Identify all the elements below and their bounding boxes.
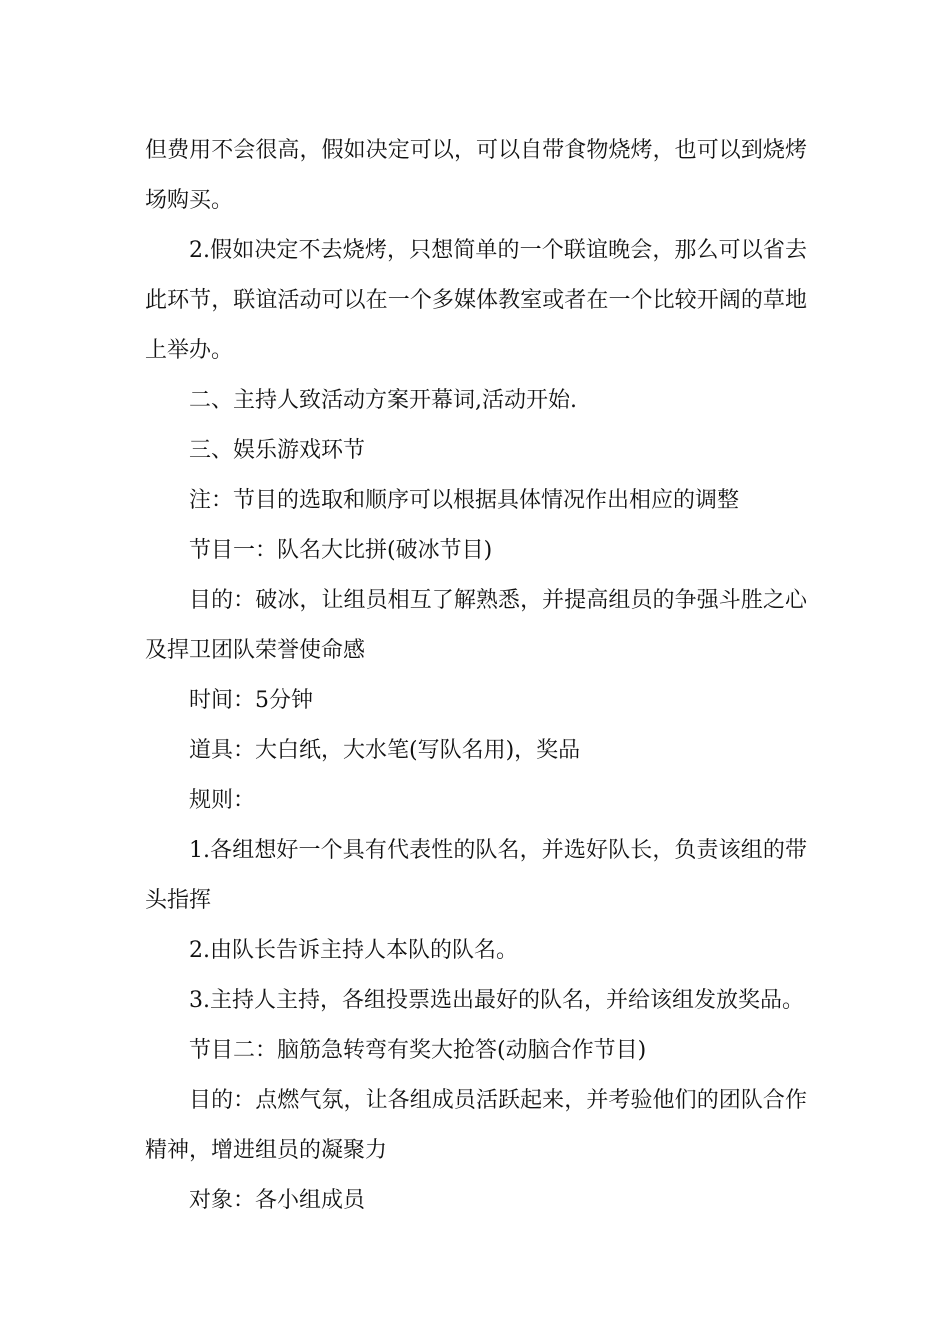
note-paragraph: 注：节目的选取和顺序可以根据具体情况作出相应的调整 (189, 488, 740, 513)
section-heading: 二、主持人致活动方案开幕词,活动开始. (189, 388, 577, 413)
paragraph: 目的：点燃气氛，让各组成员活跃起来，并考验他们的团队合作精神，增进组员的凝聚力 (145, 1088, 807, 1163)
rule-item: 2.由队长告诉主持人本队的队名。 (189, 938, 518, 963)
paragraph: 道具：大白纸，大水笔(写队名用)，奖品 (189, 738, 581, 763)
paragraph: 规则： (189, 788, 256, 813)
program-title: 节目一：队名大比拼(破冰节目) (189, 538, 493, 563)
paragraph: 2.假如决定不去烧烤，只想简单的一个联谊晚会，那么可以省去此环节，联谊活动可以在一个多媒体教室或者在一个比较开阔的草地上举办。 (145, 238, 807, 363)
rule-item: 1.各组想好一个具有代表性的队名，并选好队长，负责该组的带头指挥 (145, 838, 807, 913)
paragraph: 但费用不会很高，假如决定可以，可以自带食物烧烤，也可以到烧烤场购买。 (145, 138, 807, 213)
program-title: 节目二：脑筋急转弯有奖大抢答(动脑合作节目) (189, 1038, 647, 1063)
paragraph: 目的：破冰，让组员相互了解熟悉，并提高组员的争强斗胜之心及捍卫团队荣誉使命感 (145, 588, 807, 663)
paragraph: 时间：5分钟 (189, 688, 313, 713)
section-heading: 三、娱乐游戏环节 (189, 438, 366, 463)
rule-item: 3.主持人主持，各组投票选出最好的队名，并给该组发放奖品。 (189, 988, 804, 1013)
paragraph: 对象：各小组成员 (189, 1188, 366, 1213)
document-body (145, 126, 807, 1226)
